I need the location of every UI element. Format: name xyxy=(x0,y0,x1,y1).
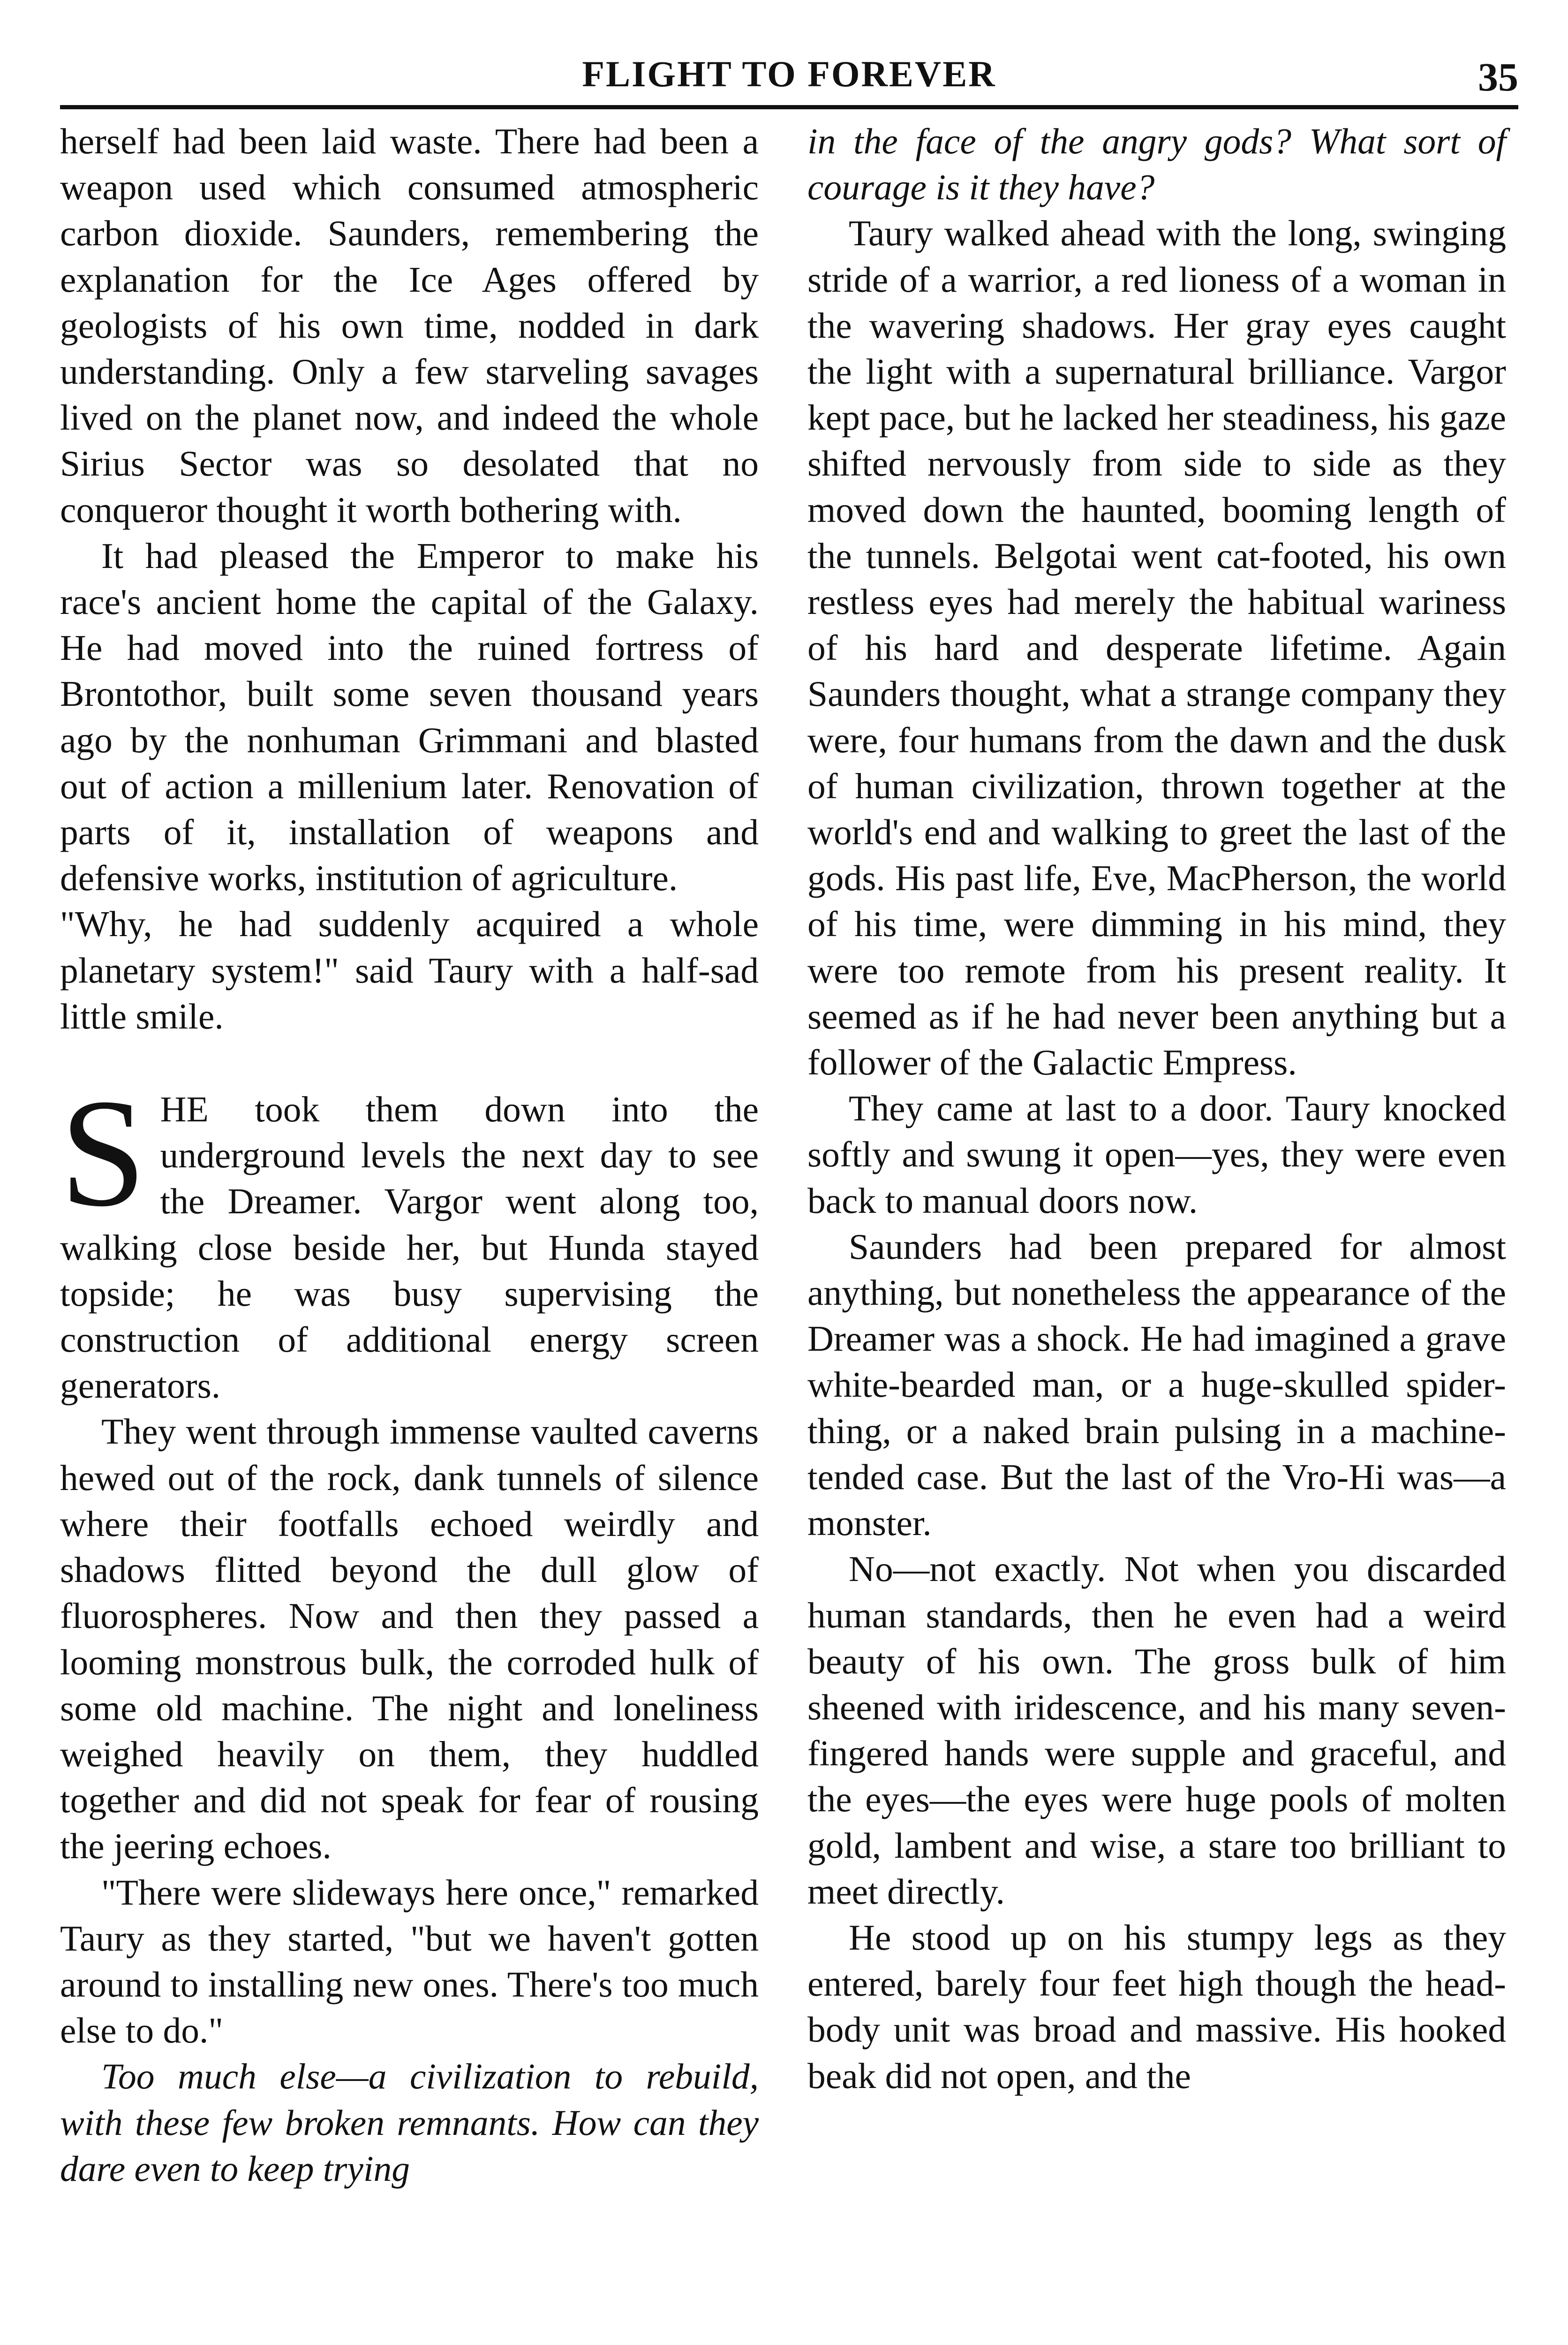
paragraph: No—not exactly. Not when you discarded human standards, then he even had a weird beauty of his own. The gross bulk of him sheened with iridescence, and his many seven-fingered hands were supple and graceful, and the eyes—the eyes were huge pools of molten gold, lambent and wise, a stare too brilliant to meet directly. xyxy=(807,1549,1506,1912)
italic-paragraph: in the face of the angry gods? What sort of courage is it they have? xyxy=(807,121,1506,208)
left-column xyxy=(60,118,759,2192)
paragraph: Saunders had been prepared for almost anything, but nonetheless the appearance of the Dreamer was a shock. He had imagined a grave white-bearded man, or a huge-skulled spider-thing, or a naked brain pulsing in a machine-tended case. But the last of the Vro-Hi was—a monster. xyxy=(807,1226,1506,1543)
header-rule xyxy=(60,105,1518,109)
paragraph: "There were slideways here once," remarked Taury as they started, "but we haven't gotten around to installing new ones. There's too much else to do." xyxy=(60,1872,759,2051)
section-break xyxy=(60,1039,759,1086)
italic-paragraph: Too much else—a civilization to rebuild, with these few broken remnants. How can they dare even to keep trying xyxy=(60,2056,759,2189)
paragraph: They came at last to a door. Taury knocked softly and swung it open—yes, they were even back to manual doors now. xyxy=(807,1088,1506,1221)
page-header xyxy=(60,33,1518,113)
paragraph: They went through immense vaulted caverns hewed out of the rock, dank tunnels of silence where their footfalls echoed weirdly and shadows flitted beyond the dull glow of fluorospheres. Now and then they passed a looming monstrous bulk, the corroded hulk of some old machine. The night and loneliness weighed heavily on them, they huddled together and did not speak for fear of rousing the jeering echoes. xyxy=(60,1411,759,1867)
running-title: FLIGHT TO FOREVER xyxy=(582,53,996,94)
page-number: 35 xyxy=(1478,54,1518,99)
drop-cap: S xyxy=(60,1067,146,1239)
paragraph: herself had been laid waste. There had been a weapon used which consumed atmospheric carbon dioxide. Saunders, remembering the explanation for the Ice Ages offered by geologists of his own time, nodded in dark understanding. Only a few starveling savages lived on the planet now, and indeed the whole Sirius Sector was so desolated that no conqueror thought it worth bothering with. xyxy=(60,121,759,530)
paragraph: "Why, he had suddenly acquired a whole planetary system!" said Taury with a half-sad little smile. xyxy=(60,904,759,1036)
paragraph: Taury walked ahead with the long, swinging stride of a warrior, a red lioness of a woman in the wavering shadows. Her gray eyes caught the light with a supernatural brilliance. Vargor kept pace, but he lacked her steadiness, his gaze shifted nervously from side to side as they moved down the haunted, booming length of the tunnels. Belgotai went cat-footed, his own restless eyes had merely the habitual wariness of his hard and desperate lifetime. Again Saunders thought, what a strange company they were, four humans from the dawn and the dusk of human civilization, thrown together at the world's end and walking to greet the last of the gods. His past life, Eve, MacPherson, the world of his time, were dimming in his mind, they were too remote from his present reality. It seemed as if he had never been anything but a follower of the Galactic Empress. xyxy=(807,213,1506,1083)
paragraph: He stood up on his stumpy legs as they entered, barely four feet high though the head-body unit was broad and massive. His hooked beak did not open, and the xyxy=(807,1917,1506,2096)
section-opening-paragraph xyxy=(60,1067,759,1408)
paragraph: It had pleased the Emperor to make his race's ancient home the capital of the Galaxy. He had moved into the ruined fortress of Brontothor, built some seven thousand years ago by the nonhuman Grimmani and blasted out of action a millenium later. Renovation of parts of it, installation of weapons and defensive works, institution of agriculture. xyxy=(60,535,759,899)
paragraph-text: HE took them down into the underground levels the next day to see the Dreamer. Vargor went along too, walking close beside her, but Hunda stayed topside; he was busy supervising the construction of additional energy screen generators. xyxy=(60,1089,759,1406)
right-column xyxy=(807,118,1506,2099)
